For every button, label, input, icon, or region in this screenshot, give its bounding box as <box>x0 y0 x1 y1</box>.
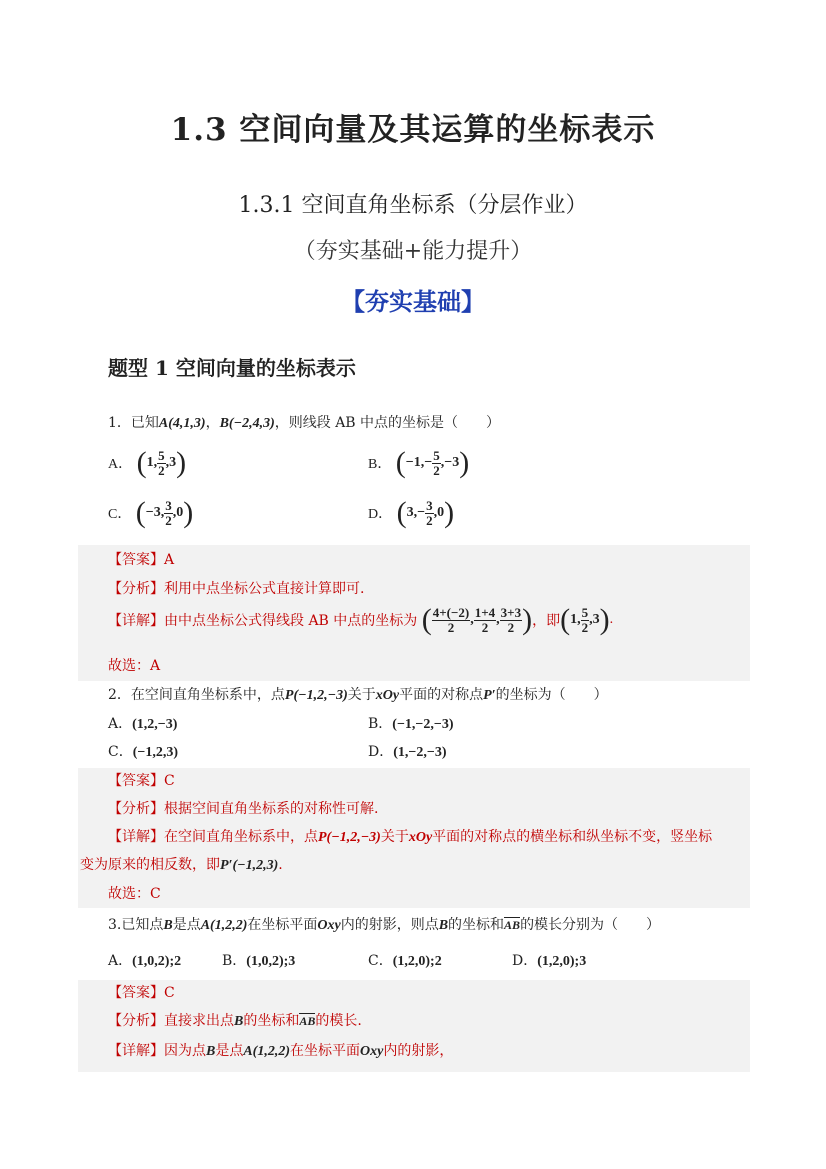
q3-point-a: A(1,2,2) <box>200 918 248 933</box>
q3-option-c-label: C． <box>368 953 393 969</box>
q3-answer: 【答案】C <box>108 985 175 1001</box>
q2-end: 的坐标为（ ） <box>495 687 608 703</box>
q2-analysis-tag: 【分析】 <box>108 801 164 817</box>
q3-point-b-2: B <box>438 918 449 933</box>
lesson-subtitle: 1.3.1 空间直角坐标系（分层作业） <box>238 193 588 218</box>
question-2-stem <box>108 684 608 704</box>
q1-prefix: 1．已知 <box>108 415 159 431</box>
q2-analysis-text: 根据空间直角坐标系的对称性可解. <box>164 801 379 817</box>
q2-detail-tag: 【详解】 <box>108 829 164 845</box>
q3-mid4: 的坐标和 <box>448 917 505 933</box>
q2-analysis <box>108 798 378 818</box>
q2-option-d-value: (1,−2,−3) <box>393 745 447 760</box>
q3-point-b: B <box>163 918 173 933</box>
q2-detail4: 变为原来的相反数，即 <box>80 857 220 873</box>
q2-option-d <box>368 741 447 761</box>
q3-detail-tag: 【详解】 <box>108 1043 164 1059</box>
q2-point-p: P(−1,2,−3) <box>284 688 348 703</box>
q2-detail-line2 <box>80 854 283 874</box>
q3-detail4: 内的射影， <box>383 1043 454 1059</box>
q1-detail: 【详解】由中点坐标公式得线段 AB 中点的坐标为 ( $\frac{4+(-2)}{2}$ , $\frac{1+4}{2}$ , $\frac{3+3}{2}$ )，即(1, $\frac{5}{2}$ ,3). <box>108 603 614 636</box>
q3-detail <box>108 1040 453 1060</box>
q3-option-c <box>368 950 442 970</box>
q3-option-d-label: D． <box>512 953 538 969</box>
q3-analysis-tag: 【分析】 <box>108 1013 164 1029</box>
q2-detail3: 平面的对称点的横坐标和纵坐标不变，竖坐标 <box>432 829 713 845</box>
q2-option-a-value: (1,2,−3) <box>132 717 178 732</box>
q2-option-c <box>108 741 178 761</box>
q3-mid3: 内的射影，则点 <box>340 917 439 933</box>
q1-option-b-label: B． <box>368 457 392 472</box>
q2-conclusion: 故选：C <box>108 886 161 902</box>
section-mark: 【夯实基础】 <box>341 287 485 316</box>
q2-detail-point-p-prime: P′(−1,2,3) <box>220 858 279 873</box>
q2-answer: 【答案】C <box>108 773 175 789</box>
q2-option-a-label: A． <box>108 716 133 732</box>
q2-plane: xOy <box>375 688 400 703</box>
q1-answer: 【答案】A <box>108 552 175 568</box>
q2-option-c-value: (−1,2,3) <box>132 745 179 760</box>
q3-vector-ab: AB <box>504 918 521 932</box>
q1-sep: ， <box>205 415 220 431</box>
section-heading: 题型 1 空间向量的坐标表示 <box>108 356 356 380</box>
q1-analysis <box>108 578 364 598</box>
q3-detail1: 因为点 <box>164 1043 206 1059</box>
level-note: （夯实基础+能力提升） <box>293 239 533 264</box>
q1-detail-tag: 【详解】 <box>108 613 164 629</box>
q2-option-b-value: (−1,−2,−3) <box>392 717 454 732</box>
q1-answer-box <box>78 545 750 681</box>
q1-rest: ，则线段 AB 中点的坐标是（ ） <box>274 415 501 431</box>
question-3-stem <box>108 914 660 934</box>
q1-option-c-label: C． <box>108 507 132 522</box>
q1-option-a-label: A． <box>108 457 133 472</box>
q3-detail-point-b: B <box>206 1044 216 1059</box>
q2-detail2: 关于 <box>380 829 409 845</box>
q1-conclusion: 故选：A <box>108 658 161 674</box>
q1-option-b: B． (−1,− $\frac{5}{2}$ ,−3) <box>368 446 470 479</box>
q3-detail2: 是点 <box>215 1043 244 1059</box>
q1-detail-tail: ，即 <box>532 613 561 629</box>
q3-option-c-value: (1,2,0);2 <box>392 954 442 969</box>
q1-point-b: B(−2,4,3) <box>219 416 275 431</box>
q2-detail-plane: xOy <box>408 830 433 845</box>
q3-option-b-value: (1,0,2);3 <box>246 954 296 969</box>
q3-option-a-value: (1,0,2);2 <box>132 954 182 969</box>
q3-analysis-point-b: B <box>234 1014 244 1029</box>
question-1-stem <box>108 412 500 432</box>
q3-analysis1: 直接求出点 <box>164 1013 234 1029</box>
q1-analysis-text: 利用中点坐标公式直接计算即可. <box>164 581 365 597</box>
q3-option-b-label: B． <box>222 953 247 969</box>
q3-analysis-vector: AB <box>299 1014 316 1028</box>
q3-prefix: 3.已知点 <box>108 917 164 933</box>
q3-detail3: 在坐标平面 <box>290 1043 361 1059</box>
q3-detail-plane: Oxy <box>360 1044 384 1059</box>
q3-analysis <box>108 1010 362 1030</box>
q3-analysis3: 的模长. <box>315 1013 362 1029</box>
q3-option-a-label: A． <box>108 953 133 969</box>
q3-option-d <box>512 950 586 970</box>
q3-option-a <box>108 950 181 970</box>
q3-option-b <box>222 950 295 970</box>
q2-mid: 关于 <box>347 687 376 703</box>
q1-option-d: D． (3,− $\frac{3}{2}$ ,0) <box>368 496 455 529</box>
q2-option-a <box>108 713 177 733</box>
q3-end: 的模长分别为（ ） <box>520 917 661 933</box>
q1-option-c: C． (−3, $\frac{3}{2}$ ,0) <box>108 496 194 529</box>
q3-mid2: 在坐标平面 <box>247 917 318 933</box>
q1-point-a: A(4,1,3) <box>158 416 206 431</box>
q3-option-d-value: (1,2,0);3 <box>537 954 587 969</box>
q2-detail1: 在空间直角坐标系中，点 <box>164 829 318 845</box>
document-title: 1.3 空间向量及其运算的坐标表示 <box>170 112 656 148</box>
q3-answer-box <box>78 980 750 1072</box>
q2-detail5: . <box>278 857 283 873</box>
q2-answer-box <box>78 768 750 908</box>
q2-option-b <box>368 713 454 733</box>
q1-option-a: A． (1, $\frac{5}{2}$ ,3) <box>108 446 187 479</box>
q2-rest: 平面的对称点 <box>399 687 484 703</box>
q1-detail-text: 由中点坐标公式得线段 AB 中点的坐标为 <box>164 613 418 629</box>
q2-detail-line1 <box>108 826 712 846</box>
q2-option-d-label: D． <box>368 744 394 760</box>
q3-detail-point-a: A(1,2,2) <box>243 1044 291 1059</box>
q3-plane: Oxy <box>317 918 341 933</box>
q1-option-d-label: D． <box>368 507 393 522</box>
q2-option-b-label: B． <box>368 716 393 732</box>
q2-option-c-label: C． <box>108 744 133 760</box>
q1-analysis-tag: 【分析】 <box>108 581 164 597</box>
q2-point-p-prime: P′ <box>483 688 496 703</box>
q2-prefix: 2．在空间直角坐标系中，点 <box>108 687 285 703</box>
q2-detail-point-p: P(−1,2,−3) <box>318 830 381 845</box>
q3-analysis2: 的坐标和 <box>243 1013 300 1029</box>
q3-mid: 是点 <box>172 917 201 933</box>
